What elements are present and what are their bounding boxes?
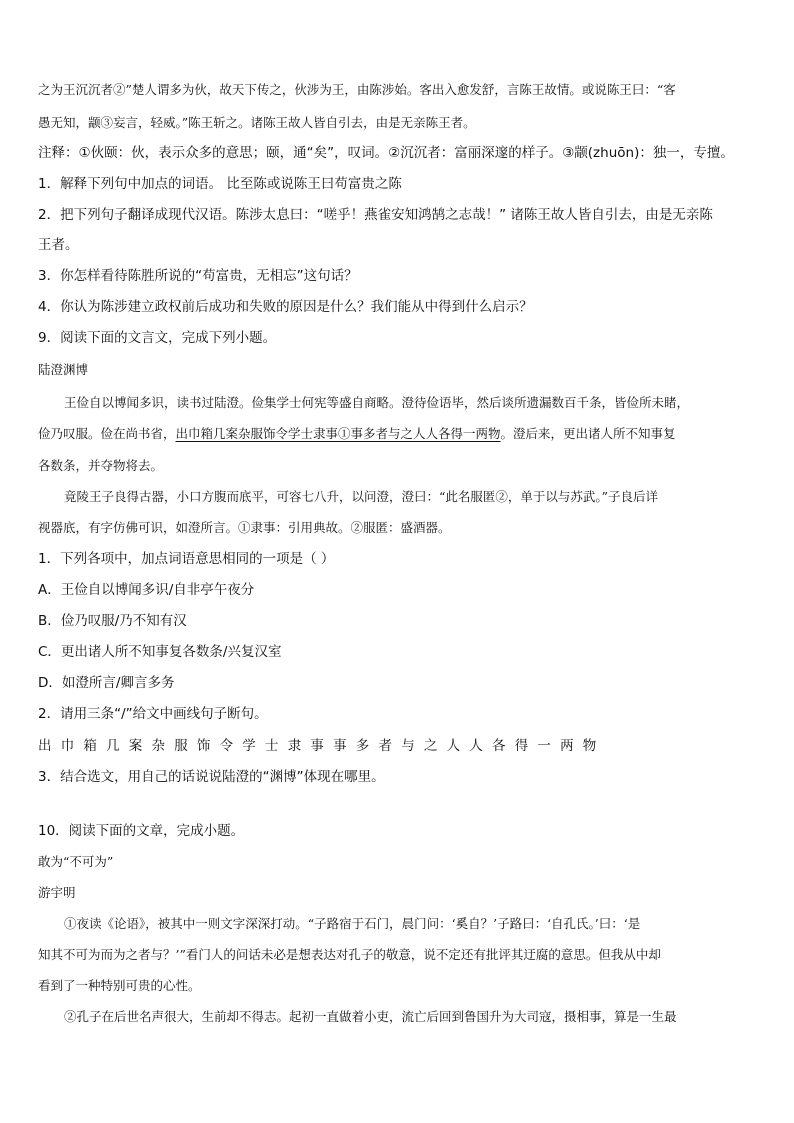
choice-option-d: D．如澄所言/卿言多务: [38, 675, 175, 691]
choice-option-b: B．俭乃叹服/乃不知有汉: [38, 613, 187, 629]
question-item: 3．结合选文，用自己的话说说陆澄的“渊博”体现在哪里。: [38, 769, 385, 785]
question-item: 2．把下列句子翻译成现代汉语。陈涉太息曰：“嗟乎！燕雀安知鸿鹄之志哉！” 诸陈王故人皆自引去，由是无亲陈: [38, 207, 713, 223]
passage-title: 陆澄渊博: [38, 362, 89, 377]
choice-option-a: A．王俭自以博闻多识/自非亭午夜分: [38, 582, 255, 598]
question-item: 4．你认为陈涉建立政权前后成功和失败的原因是什么？我们能从中得到什么启示？: [38, 299, 533, 315]
passage-title: 敢为“不可为”: [38, 854, 114, 869]
question-item: 1．下列各项中，加点词语意思相同的一项是（ ）: [38, 551, 335, 567]
passage-text: 俭乃叹服。俭在尚书省，: [38, 426, 176, 441]
passage-line: 王俭自以博闻多识，读书过陆澄。俭集学士何宪等盛自商略。澄待俭语毕，然后谈所遗漏数百千条，皆俭所未睹，: [64, 395, 690, 410]
passage-line: 知其不可为而为之者与？’”看门人的问话未必是想表达对孔子的敬意，说不定还有批评其迂腐的意思。但我从中却: [38, 947, 661, 962]
question-heading: 10．阅读下面的文章，完成小题。: [38, 823, 245, 839]
question-heading: 9．阅读下面的文言文，完成下列小题。: [38, 330, 277, 346]
passage-line: 之为王沉沉者②”楚人谓多为伙，故天下传之，伙涉为王，由陈涉始。客出入愈发舒，言陈王故情。或说陈王曰：“客: [38, 82, 676, 97]
punctuation-sentence: 出巾箱几案杂服饰令学士隶事事多者与之人人各得一两物: [38, 738, 606, 754]
passage-author: 游宇明: [38, 885, 76, 900]
annotation-notes: 注释：①伙颐：伙，表示众多的意思；颐，通“矣”，叹词。②沉沉者：富丽深邃的样子。③颛(zhuōn)：独一，专擅。: [38, 145, 734, 161]
passage-text: 。澄后来，更出诸人所不知事复: [500, 426, 676, 441]
passage-line: 视器底，有字仿佛可识，如澄所言。①隶事：引用典故。②服匿：盛酒器。: [38, 520, 451, 535]
passage-line: ①夜读《论语》，被其中一则文字深深打动。“子路宿于石门，晨门问：‘奚自？’子路曰：‘自孔氏。’曰：‘是: [64, 916, 641, 931]
choice-option-c: C．更出诸人所不知事复各数条/兴复汉室: [38, 644, 282, 660]
passage-line: 各数条，并夺物将去。: [38, 458, 164, 473]
question-item: 王者。: [38, 237, 79, 253]
passage-line: 愚无知，颛③妄言，轻威。”陈王斩之。诸陈王故人皆自引去，由是无亲陈王者。: [38, 115, 476, 130]
passage-line: [38, 424, 760, 444]
passage-line: ②孔子在后世名声很大，生前却不得志。起初一直做着小吏，流亡后回到鲁国升为大司寇，摄相事，算是一生最: [64, 1009, 677, 1024]
question-item: 1．解释下列句中加点的词语。 比至陈或说陈王曰苟富贵之陈: [38, 176, 402, 192]
underlined-sentence: 出巾箱几案杂服饰令学士隶事①事多者与之人人各得一两物: [175, 426, 501, 441]
question-item: 3．你怎样看待陈胜所说的“苟富贵，无相忘”这句话？: [38, 268, 358, 284]
question-item: 2．请用三条“/”给文中画线句子断句。: [38, 706, 268, 722]
passage-line: 竟陵王子良得古器，小口方腹而底平，可容七八升，以问澄，澄曰：“此名服匿②，单于以与苏武。”子良后详: [64, 489, 659, 504]
passage-line: 看到了一种特别可贵的心性。: [38, 978, 201, 993]
